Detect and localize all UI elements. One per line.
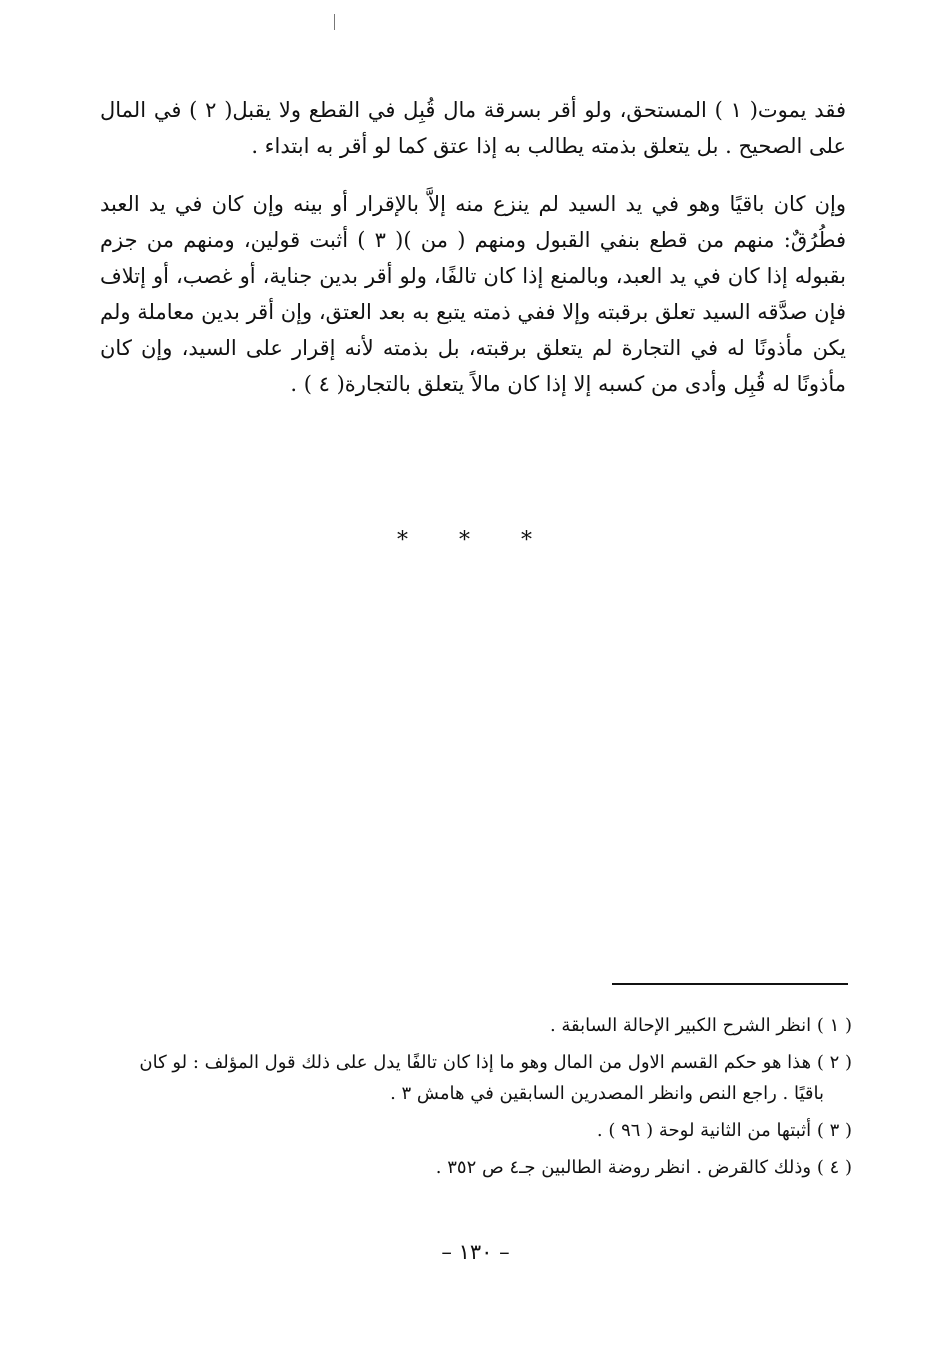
footnote-text: ( ٣ ) أثبتها من الثانية لوحة ( ٩٦ ) . <box>596 1120 852 1141</box>
footnote-text: ( ١ ) انظر الشرح الكبير الإحالة السابقة . <box>549 1015 852 1036</box>
page-number: – ١٣٠ – <box>441 1240 510 1264</box>
footnote-1 <box>106 1010 852 1041</box>
footnote-text: ( ٢ ) هذا هو حكم القسم الاول من المال وهو ما إذا كان تالفًا يدل على ذلك قول المؤلف : لو كان <box>139 1052 852 1073</box>
footnote-2 <box>106 1047 852 1109</box>
section-separator: * * * <box>397 528 554 553</box>
main-text <box>100 92 846 402</box>
footnotes <box>106 1010 852 1189</box>
footnote-3 <box>106 1115 852 1146</box>
scan-mark <box>334 14 335 30</box>
footnote-4 <box>106 1152 852 1183</box>
paragraph-2: وإن كان باقيًا وهو في يد السيد لم ينزع منه إلاَّ بالإقرار أو بينه وإن كان في يد العبد فطُرُقٌ: منهم من قطع بنفي القبول ومنهم ( من )( ٣ ) أثبت قولين، ومنهم من جزم بقبوله إذا كان في يد العبد، وبالمنع إذا كان تالفًا، ولو أقر بدين جناية، أو غصب، أو إتلاف فإن صدَّقه السيد تعلق برقبته وإلا ففي ذمته يتبع به بعد العتق، وإن أقر بدين معاملة ولم يكن مأذونًا له في التجارة لم يتعلق برقبته، بل بذمته لأنه إقرار على السيد، وإن كان مأذونًا له قُبِل وأدى من كسبه إلا إذا كان مالاً يتعلق بالتجارة( ٤ ) . <box>100 192 847 396</box>
footnote-text: ( ٤ ) وذلك كالقرض . انظر روضة الطالبين جـ٤ ص ٣٥٢ . <box>435 1157 852 1178</box>
footnote-continuation: باقيًا . راجع النص وانظر المصدرين السابقين في هامش ٣ . <box>390 1083 824 1104</box>
paragraph-1: فقد يموت( ١ ) المستحق، ولو أقر بسرقة مال قُبِل في القطع ولا يقبل( ٢ ) في المال على الصحيح . بل يتعلق بذمته يطالب به إذا عتق كما لو أقر به ابتداء . <box>100 98 846 158</box>
footnote-divider <box>612 983 848 985</box>
